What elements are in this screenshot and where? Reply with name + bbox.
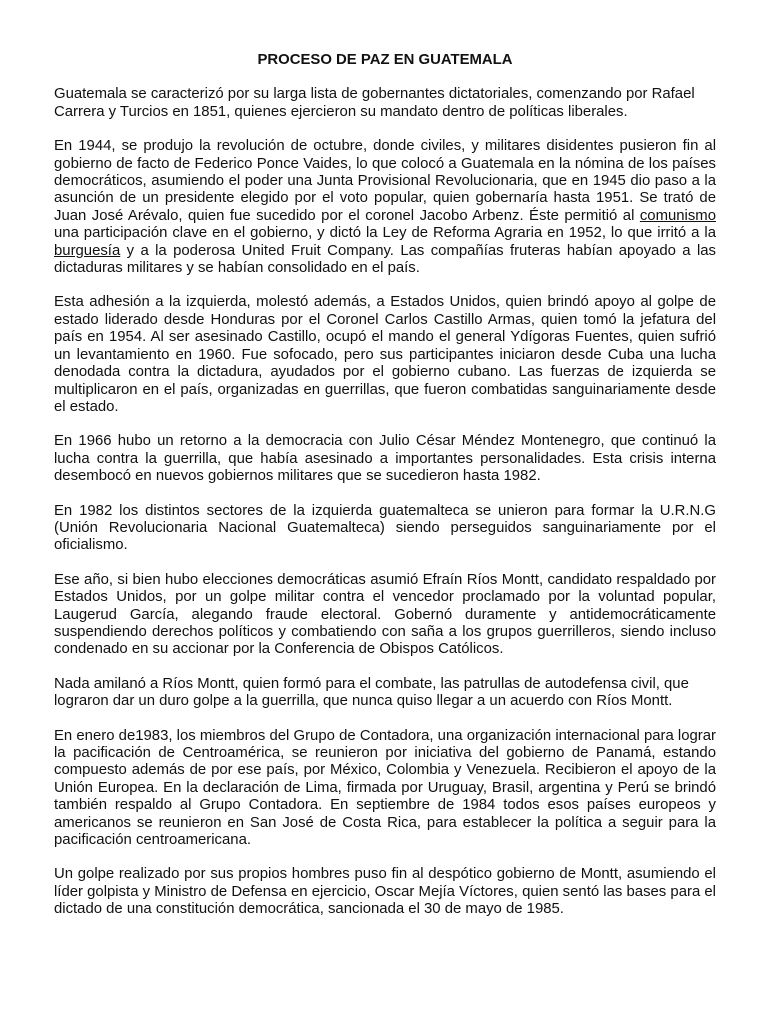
comunismo-link[interactable]: comunismo [639,207,716,224]
paragraph-5: En 1982 los distintos sectores de la izquierda guatemalteca se unieron para formar la U.R.N.G (Unión Revolucionaria Nacional Guatemalteca) siendo perseguidos sanguinariamente por el oficialismo. [54,502,716,554]
paragraph-9: Un golpe realizado por sus propios hombres puso fin al despótico gobierno de Montt, asumiendo el líder golpista y Ministro de Defensa en ejercicio, Oscar Mejía Víctores, quien sentó las bases para el dictado de una constitución democrática, sancionada el 30 de mayo de 1985. [54,866,716,918]
paragraph-7: Nada amilanó a Ríos Montt, quien formó para el combate, las patrullas de autodefensa civil, que lograron dar un duro golpe a la guerrilla, que nunca quiso llegar a un acuerdo con Ríos Montt. [54,675,689,710]
paragraph-4: En 1966 hubo un retorno a la democracia con Julio César Méndez Montenegro, que continuó la lucha contra la guerrilla, que había asesinado a importantes personalidades. Esta crisis interna desembocó en nuevos gobiernos militares que se sucedieron hasta 1982. [54,433,716,485]
paragraph-2-text-b: una participación clave en el gobierno, y dictó la Ley de Reforma Agraria en 1952, lo que irritó a la [54,225,716,242]
paragraph-2-text-c: y a la poderosa United Fruit Company. Las compañías fruteras habían apoyado a las dictaduras militares y se habían consolidado en el país. [54,242,716,277]
document-page [54,52,716,919]
burguesia-link[interactable]: burguesía [54,242,121,259]
paragraph-2-text-a: En 1944, se produjo la revolución de octubre, donde civiles, y militares disidentes pusieron fin al gobierno de facto de Federico Ponce Vaides, lo que colocó a Guatemala en la nómina de los países democráticos, asumiendo el poder una Junta Provisional Revolucionaria, que en 1945 dio paso a la asunción de un presidente elegido por el voto popular, quien gobernaría hasta 1951. Se trató de Juan José Arévalo, quien fue sucedido por el coronel Jacobo Arbenz. Éste permitió al [54,138,716,224]
paragraph-1: Guatemala se caracterizó por su larga lista de gobernantes dictatoriales, comenzando por Rafael Carrera y Turcios en 1851, quienes ejercieron su mandato dentro de políticas liberales. [54,86,695,120]
paragraph-8: En enero de1983, los miembros del Grupo de Contadora, una organización internacional para lograr la pacificación de Centroamérica, se reunieron por iniciativa del gobierno de Panamá, estando compuesto además de por ese país, por México, Colombia y Venezuela. Recibieron el apoyo de la Unión Europea. En la declaración de Lima, firmada por Uruguay, Brasil, argentina y Perú se brindó también respaldo al Grupo Contadora. En septiembre de 1984 todos esos países europeos y americanos se reunieron en San José de Costa Rica, para establecer la política a seguir para la pacificación centroamericana. [54,727,716,849]
paragraph-6: Ese año, si bien hubo elecciones democráticas asumió Efraín Ríos Montt, candidato respaldado por Estados Unidos, por un golpe militar contra el vencedor proclamado por la voluntad popular, Laugerud García, alegando fraude electoral. Gobernó duramente y antidemocráticamente suspendiendo derechos políticos y combatiendo con saña a los grupos guerrilleros, siendo incluso condenado en su accionar por la Conferencia de Obispos Católicos. [54,571,716,658]
paragraph-2 [54,138,716,277]
document-title: PROCESO DE PAZ EN GUATEMALA [257,52,513,68]
paragraph-3: Esta adhesión a la izquierda, molestó además, a Estados Unidos, quien brindó apoyo al golpe de estado liderado desde Honduras por el Coronel Carlos Castillo Armas, quien tomó la jefatura del país en 1954. Al ser asesinado Castillo, ocupó el mando el general Ydígoras Fuentes, quien sufrió un levantamiento en 1960. Fue sofocado, pero sus participantes iniciaron desde Cuba una lucha denodada contra la dictadura, ayudados por el gobierno cubano. Las fuerzas de izquierda se multiplicaron en el país, organizadas en guerrillas, que fueron combatidas sanguinariamente desde el estado. [54,294,716,415]
